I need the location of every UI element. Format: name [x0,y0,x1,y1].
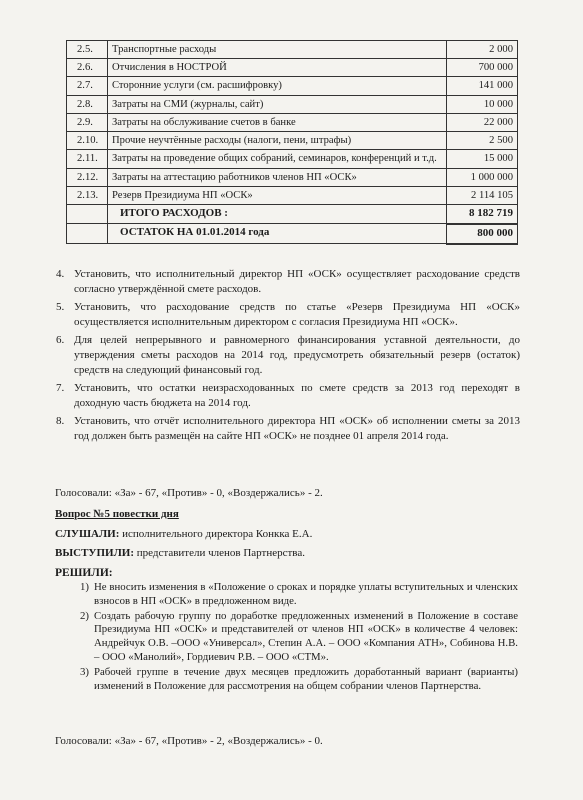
table-row [67,41,518,59]
row-number: 2.6. [67,59,108,77]
vote-result-1: Голосовали: «За» - 67, «Против» - 0, «Воздержались» - 2. [55,487,323,499]
empty-cell [67,205,108,224]
total-row [67,205,518,224]
agenda-question-5: Вопрос №5 повестки дня [55,508,179,520]
decision-item-text: Рабочей группе в течение двух месяцев предложить доработанный вариант (варианты) изменений в Положение для рассмотрения на общем собрании членов Партнерства. [94,665,518,692]
balance-row-amount: 800 000 [447,224,518,244]
table-row [67,168,518,186]
table-row [67,95,518,113]
decision-item-number: 1) [80,581,89,593]
balance-row [67,224,518,244]
row-description: Затраты на проведение общих собраний, семинаров, конференций и т.д. [108,150,447,168]
row-amount: 22 000 [447,113,518,131]
spoke-label: ВЫСТУПИЛИ: [55,547,135,559]
row-description: Прочие неучтённые расходы (налоги, пени, штрафы) [108,132,447,150]
table-row [67,186,518,204]
spoke-line [55,547,305,559]
row-description: Затраты на аттестацию работников членов НП «ОСК» [108,168,447,186]
row-description: Затраты на обслуживание счетов в банке [108,113,447,131]
row-description: Сторонние услуги (см. расшифровку) [108,77,447,95]
resolution-item-number: 5. [56,300,65,313]
row-number: 2.11. [67,150,108,168]
row-amount: 700 000 [447,59,518,77]
resolution-item-number: 7. [56,381,65,394]
row-amount: 2 000 [447,41,518,59]
resolution-item [56,267,520,298]
resolution-item-text: Установить, что остатки неизрасходованных по смете средств за 2013 год переходят в доходную часть бюджета на 2014 год. [74,381,520,410]
decided-label: РЕШИЛИ: [55,567,113,579]
row-amount: 10 000 [447,95,518,113]
decision-item-number: 3) [80,665,89,678]
balance-row-label: ОСТАТОК НА 01.01.2014 года [108,224,447,244]
heard-label: СЛУШАЛИ: [55,528,120,540]
row-description: Затраты на СМИ (журналы, сайт) [108,95,447,113]
empty-cell [67,224,108,244]
table-row [67,77,518,95]
resolution-item-text: Установить, что отчёт исполнительного директора НП «ОСК» об исполнении сметы за 2013 год должен быть размещён на сайте НП «ОСК» не позднее 01 апреля 2014 года. [74,414,520,443]
table-row [67,150,518,168]
spoke-text: представители членов Партнерства. [136,547,305,559]
table-row [67,113,518,131]
vote-result-2: Голосовали: «За» - 67, «Против» - 2, «Воздержались» - 0. [55,735,323,747]
decision-item [80,610,518,665]
heard-line [55,528,312,540]
row-amount: 15 000 [447,150,518,168]
resolution-item [56,381,520,412]
total-row-label: ИТОГО РАСХОДОВ : [108,205,447,224]
row-number: 2.5. [67,41,108,59]
resolution-item-text: Установить, что исполнительный директор НП «ОСК» осуществляет расходование средств согласно утверждённой смете расходов. [74,268,520,296]
decision-item-number: 2) [80,609,89,622]
row-description: Транспортные расходы [108,41,447,59]
resolution-item-text: Установить, что расходование средств по статье «Резерв Президиума НП «ОСК» осуществляется исполнительным директором с согласия Президиума НП «ОСК». [74,300,520,329]
resolution-item [56,414,520,445]
budget-table [66,40,518,245]
resolution-item-number: 4. [56,268,65,280]
decision-item [80,581,518,609]
row-amount: 141 000 [447,77,518,95]
decision-item [80,666,518,694]
heard-text: исполнительного директора Конкка Е.А. [122,528,313,540]
row-number: 2.12. [67,168,108,186]
resolution-item [56,333,520,379]
decision-item-text: Не вносить изменения в «Положение о сроках и порядке уплаты вступительных и членских взносов в НП «ОСК» в предложенном виде. [94,581,518,607]
row-description: Резерв Президиума НП «ОСК» [108,186,447,204]
row-amount: 2 114 105 [447,186,518,204]
table-row [67,132,518,150]
decision-item-text: Создать рабочую группу по доработке предложенных изменений в Положение в составе Президиума НП «ОСК» и представителей от членов НП «ОСК» в количестве 4 человек: Андрейчук О.В. –ООО «Универсал», Степин А.А. – ООО «Компания АТН», Собинова Н.В. – ООО «Манолий», Гордиевич Р.В. – ООО «СТМ». [94,609,518,663]
row-description: Отчисления в НОСТРОЙ [108,59,447,77]
row-amount: 1 000 000 [447,168,518,186]
resolution-item-text: Для целей непрерывного и равномерного финансирования уставной деятельности, до утверждения сметы расходов на 2014 год, предусмотреть обязательный резерв (остаток) средств на следующий финансовый год. [74,333,520,377]
row-number: 2.10. [67,132,108,150]
row-number: 2.13. [67,186,108,204]
row-number: 2.7. [67,77,108,95]
row-amount: 2 500 [447,132,518,150]
total-row-amount: 8 182 719 [447,205,518,224]
table-row [67,59,518,77]
row-number: 2.9. [67,113,108,131]
resolution-item [56,300,520,331]
decisions-list [80,581,518,694]
row-number: 2.8. [67,95,108,113]
resolutions-list [56,267,520,446]
resolution-item-number: 8. [56,414,65,427]
resolution-item-number: 6. [56,333,65,346]
